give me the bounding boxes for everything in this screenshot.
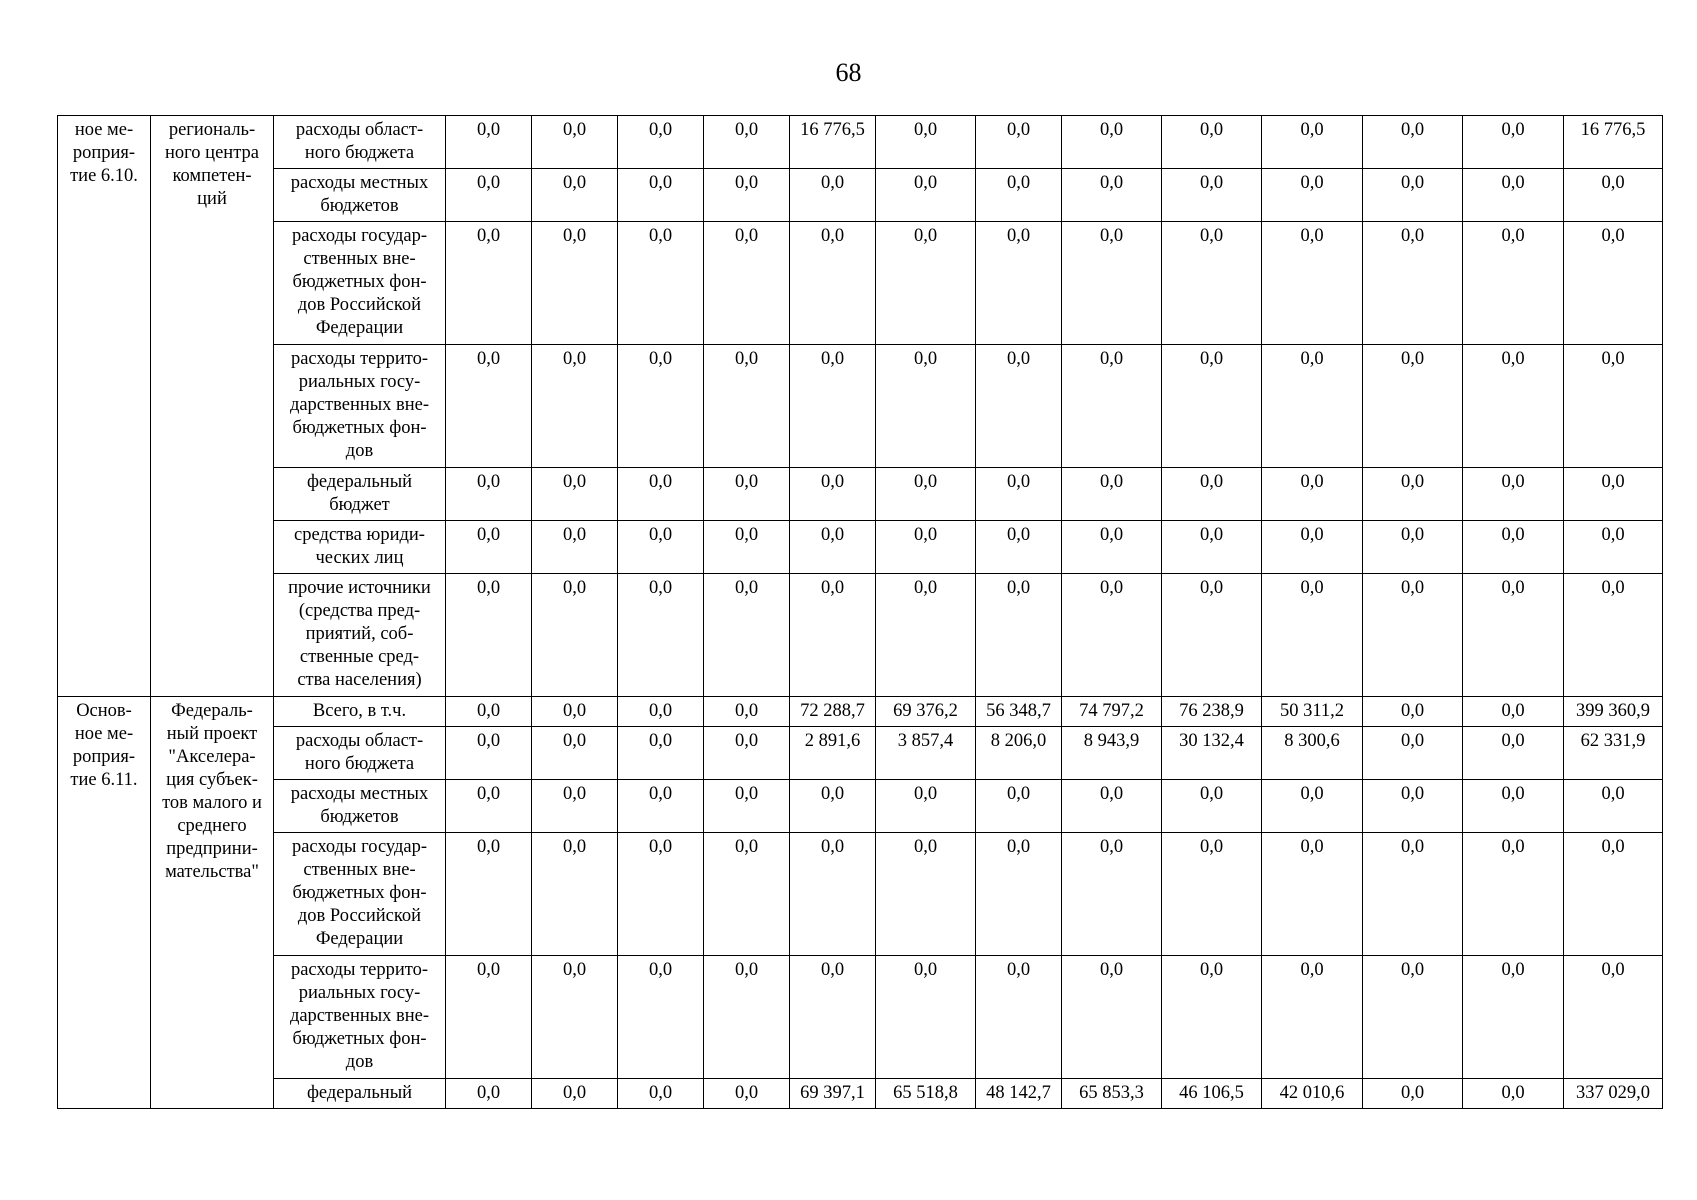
- event-name-cell: ное ме- роприя- тие 6.10.: [58, 116, 151, 697]
- value-cell: 0,0: [876, 521, 976, 574]
- table-row: [58, 468, 1663, 521]
- value-cell: 0,0: [532, 574, 618, 697]
- value-cell: 74 797,2: [1062, 697, 1162, 727]
- value-cell: 0,0: [1262, 169, 1363, 222]
- value-cell: 0,0: [790, 780, 876, 833]
- value-cell: 0,0: [1363, 727, 1463, 780]
- value-cell: 0,0: [446, 697, 532, 727]
- value-cell: 0,0: [446, 956, 532, 1079]
- value-cell: 0,0: [1162, 780, 1262, 833]
- value-cell: 3 857,4: [876, 727, 976, 780]
- value-cell: 0,0: [876, 116, 976, 169]
- event-description-cell: Федераль- ный проект "Акселера- ция субъек- тов малого и среднего предприни- мательства": [151, 697, 274, 1109]
- value-cell: 0,0: [618, 956, 704, 1079]
- event-name-cell: Основ- ное ме- роприя- тие 6.11.: [58, 697, 151, 1109]
- value-cell: 0,0: [1062, 574, 1162, 697]
- value-cell: 0,0: [790, 222, 876, 345]
- value-cell: 0,0: [446, 222, 532, 345]
- value-cell: 0,0: [1463, 956, 1564, 1079]
- value-cell: 8 206,0: [976, 727, 1062, 780]
- value-cell: 0,0: [1363, 697, 1463, 727]
- value-cell: 0,0: [790, 169, 876, 222]
- value-cell: 0,0: [976, 345, 1062, 468]
- value-cell: 69 376,2: [876, 697, 976, 727]
- value-cell: 0,0: [446, 1079, 532, 1109]
- table-row: [58, 116, 1663, 169]
- funding-source-cell: расходы государ- ственных вне- бюджетных фон- дов Российской Федерации: [274, 222, 446, 345]
- value-cell: 0,0: [790, 956, 876, 1079]
- value-cell: 0,0: [1162, 468, 1262, 521]
- value-cell: 0,0: [1262, 574, 1363, 697]
- value-cell: 0,0: [1463, 222, 1564, 345]
- value-cell: 0,0: [1463, 521, 1564, 574]
- value-cell: 72 288,7: [790, 697, 876, 727]
- value-cell: 50 311,2: [1262, 697, 1363, 727]
- value-cell: 0,0: [790, 574, 876, 697]
- value-cell: 0,0: [790, 345, 876, 468]
- value-cell: 0,0: [976, 833, 1062, 956]
- value-cell: 0,0: [1363, 1079, 1463, 1109]
- value-cell: 0,0: [976, 521, 1062, 574]
- value-cell: 0,0: [1062, 468, 1162, 521]
- value-cell: 0,0: [1564, 956, 1663, 1079]
- value-cell: 8 300,6: [1262, 727, 1363, 780]
- value-cell: 0,0: [876, 574, 976, 697]
- value-cell: 0,0: [790, 833, 876, 956]
- value-cell: 46 106,5: [1162, 1079, 1262, 1109]
- value-cell: 0,0: [1463, 468, 1564, 521]
- value-cell: 0,0: [618, 468, 704, 521]
- budget-table: [57, 115, 1663, 1109]
- value-cell: 16 776,5: [1564, 116, 1663, 169]
- value-cell: 0,0: [446, 169, 532, 222]
- value-cell: 0,0: [704, 727, 790, 780]
- funding-source-cell: прочие источники (средства пред- приятий, соб- ственные сред- ства населения): [274, 574, 446, 697]
- value-cell: 0,0: [704, 468, 790, 521]
- value-cell: 16 776,5: [790, 116, 876, 169]
- table-row: [58, 222, 1663, 345]
- value-cell: 0,0: [1564, 468, 1663, 521]
- value-cell: 0,0: [1463, 345, 1564, 468]
- value-cell: 0,0: [618, 345, 704, 468]
- value-cell: 0,0: [1062, 222, 1162, 345]
- table-row: [58, 1079, 1663, 1109]
- value-cell: 0,0: [704, 169, 790, 222]
- value-cell: 0,0: [1564, 222, 1663, 345]
- value-cell: 0,0: [976, 116, 1062, 169]
- value-cell: 0,0: [1363, 833, 1463, 956]
- value-cell: 0,0: [876, 468, 976, 521]
- value-cell: 0,0: [1162, 521, 1262, 574]
- value-cell: 0,0: [1162, 222, 1262, 345]
- value-cell: 0,0: [1363, 521, 1463, 574]
- value-cell: 0,0: [1162, 956, 1262, 1079]
- value-cell: 0,0: [876, 833, 976, 956]
- value-cell: 0,0: [1363, 169, 1463, 222]
- value-cell: 0,0: [876, 345, 976, 468]
- value-cell: 0,0: [1363, 345, 1463, 468]
- value-cell: 0,0: [446, 574, 532, 697]
- value-cell: 42 010,6: [1262, 1079, 1363, 1109]
- value-cell: 0,0: [446, 468, 532, 521]
- value-cell: 0,0: [876, 956, 976, 1079]
- value-cell: 0,0: [876, 222, 976, 345]
- value-cell: 2 891,6: [790, 727, 876, 780]
- table-row: [58, 697, 1663, 727]
- value-cell: 69 397,1: [790, 1079, 876, 1109]
- value-cell: 0,0: [618, 780, 704, 833]
- value-cell: 0,0: [1564, 169, 1663, 222]
- value-cell: 0,0: [1062, 116, 1162, 169]
- value-cell: 0,0: [976, 956, 1062, 1079]
- value-cell: 0,0: [1062, 345, 1162, 468]
- funding-source-cell: расходы област- ного бюджета: [274, 116, 446, 169]
- value-cell: 0,0: [1162, 169, 1262, 222]
- value-cell: 0,0: [1363, 468, 1463, 521]
- value-cell: 0,0: [704, 345, 790, 468]
- value-cell: 0,0: [1062, 780, 1162, 833]
- value-cell: 0,0: [532, 521, 618, 574]
- value-cell: 65 853,3: [1062, 1079, 1162, 1109]
- value-cell: 0,0: [1062, 521, 1162, 574]
- value-cell: 0,0: [618, 521, 704, 574]
- value-cell: 0,0: [446, 521, 532, 574]
- value-cell: 0,0: [1463, 780, 1564, 833]
- event-description-cell: региональ- ного центра компетен- ций: [151, 116, 274, 697]
- value-cell: 0,0: [704, 956, 790, 1079]
- funding-source-cell: расходы област- ного бюджета: [274, 727, 446, 780]
- value-cell: 0,0: [618, 1079, 704, 1109]
- value-cell: 56 348,7: [976, 697, 1062, 727]
- value-cell: 0,0: [618, 116, 704, 169]
- value-cell: 0,0: [704, 697, 790, 727]
- funding-source-cell: расходы государ- ственных вне- бюджетных фон- дов Российской Федерации: [274, 833, 446, 956]
- value-cell: 0,0: [1564, 833, 1663, 956]
- funding-source-cell: федеральный бюджет: [274, 468, 446, 521]
- value-cell: 30 132,4: [1162, 727, 1262, 780]
- value-cell: 0,0: [1463, 574, 1564, 697]
- value-cell: 0,0: [1463, 727, 1564, 780]
- value-cell: 337 029,0: [1564, 1079, 1663, 1109]
- value-cell: 0,0: [1463, 833, 1564, 956]
- value-cell: 0,0: [1463, 697, 1564, 727]
- value-cell: 0,0: [532, 345, 618, 468]
- value-cell: 62 331,9: [1564, 727, 1663, 780]
- value-cell: 0,0: [704, 222, 790, 345]
- table-row: [58, 780, 1663, 833]
- value-cell: 0,0: [532, 169, 618, 222]
- funding-source-cell: федеральный: [274, 1079, 446, 1109]
- funding-source-cell: Всего, в т.ч.: [274, 697, 446, 727]
- value-cell: 0,0: [1062, 169, 1162, 222]
- table-row: [58, 169, 1663, 222]
- value-cell: 0,0: [532, 780, 618, 833]
- value-cell: 0,0: [976, 169, 1062, 222]
- value-cell: 0,0: [976, 574, 1062, 697]
- value-cell: 0,0: [976, 780, 1062, 833]
- funding-source-cell: расходы местных бюджетов: [274, 780, 446, 833]
- page-number: 68: [835, 58, 862, 87]
- value-cell: 0,0: [1463, 1079, 1564, 1109]
- table-row: [58, 521, 1663, 574]
- value-cell: 0,0: [790, 521, 876, 574]
- value-cell: 0,0: [1262, 222, 1363, 345]
- value-cell: 0,0: [1262, 468, 1363, 521]
- value-cell: 0,0: [446, 727, 532, 780]
- value-cell: 0,0: [1062, 956, 1162, 1079]
- funding-source-cell: расходы местных бюджетов: [274, 169, 446, 222]
- value-cell: 8 943,9: [1062, 727, 1162, 780]
- value-cell: 0,0: [1363, 780, 1463, 833]
- funding-source-cell: расходы террито- риальных госу- дарственных вне- бюджетных фон- дов: [274, 345, 446, 468]
- value-cell: 0,0: [532, 956, 618, 1079]
- value-cell: 0,0: [876, 780, 976, 833]
- value-cell: 0,0: [1262, 780, 1363, 833]
- value-cell: 0,0: [532, 1079, 618, 1109]
- value-cell: 0,0: [1463, 116, 1564, 169]
- table-row: [58, 956, 1663, 1079]
- value-cell: 0,0: [618, 697, 704, 727]
- funding-source-cell: средства юриди- ческих лиц: [274, 521, 446, 574]
- table-row: [58, 727, 1663, 780]
- value-cell: 0,0: [532, 727, 618, 780]
- value-cell: 399 360,9: [1564, 697, 1663, 727]
- value-cell: 0,0: [1363, 116, 1463, 169]
- value-cell: 0,0: [1162, 574, 1262, 697]
- value-cell: 0,0: [618, 833, 704, 956]
- value-cell: 0,0: [704, 574, 790, 697]
- value-cell: 0,0: [1564, 780, 1663, 833]
- value-cell: 0,0: [1162, 345, 1262, 468]
- funding-source-cell: расходы террито- риальных госу- дарственных вне- бюджетных фон- дов: [274, 956, 446, 1079]
- value-cell: 0,0: [532, 468, 618, 521]
- value-cell: 0,0: [618, 727, 704, 780]
- table-row: [58, 574, 1663, 697]
- value-cell: 76 238,9: [1162, 697, 1262, 727]
- value-cell: 0,0: [618, 222, 704, 345]
- value-cell: 0,0: [1262, 833, 1363, 956]
- value-cell: 0,0: [1062, 833, 1162, 956]
- value-cell: 0,0: [704, 833, 790, 956]
- value-cell: 0,0: [1564, 574, 1663, 697]
- value-cell: 0,0: [976, 222, 1062, 345]
- value-cell: 0,0: [618, 574, 704, 697]
- value-cell: 0,0: [876, 169, 976, 222]
- value-cell: 65 518,8: [876, 1079, 976, 1109]
- value-cell: 0,0: [704, 521, 790, 574]
- value-cell: 0,0: [532, 222, 618, 345]
- value-cell: 0,0: [446, 780, 532, 833]
- value-cell: 0,0: [1262, 521, 1363, 574]
- value-cell: 0,0: [446, 116, 532, 169]
- value-cell: 0,0: [618, 169, 704, 222]
- value-cell: 0,0: [446, 345, 532, 468]
- value-cell: 0,0: [1162, 116, 1262, 169]
- value-cell: 0,0: [532, 697, 618, 727]
- value-cell: 0,0: [1262, 956, 1363, 1079]
- value-cell: 0,0: [446, 833, 532, 956]
- value-cell: 0,0: [1463, 169, 1564, 222]
- table-row: [58, 833, 1663, 956]
- value-cell: 0,0: [1363, 574, 1463, 697]
- value-cell: 0,0: [532, 116, 618, 169]
- value-cell: 0,0: [704, 116, 790, 169]
- value-cell: 0,0: [532, 833, 618, 956]
- value-cell: 0,0: [976, 468, 1062, 521]
- value-cell: 0,0: [704, 1079, 790, 1109]
- table-row: [58, 345, 1663, 468]
- value-cell: 0,0: [1564, 345, 1663, 468]
- value-cell: 0,0: [1262, 116, 1363, 169]
- value-cell: 0,0: [1262, 345, 1363, 468]
- value-cell: 0,0: [1162, 833, 1262, 956]
- value-cell: 0,0: [1363, 956, 1463, 1079]
- value-cell: 0,0: [1363, 222, 1463, 345]
- value-cell: 0,0: [790, 468, 876, 521]
- value-cell: 48 142,7: [976, 1079, 1062, 1109]
- value-cell: 0,0: [704, 780, 790, 833]
- value-cell: 0,0: [1564, 521, 1663, 574]
